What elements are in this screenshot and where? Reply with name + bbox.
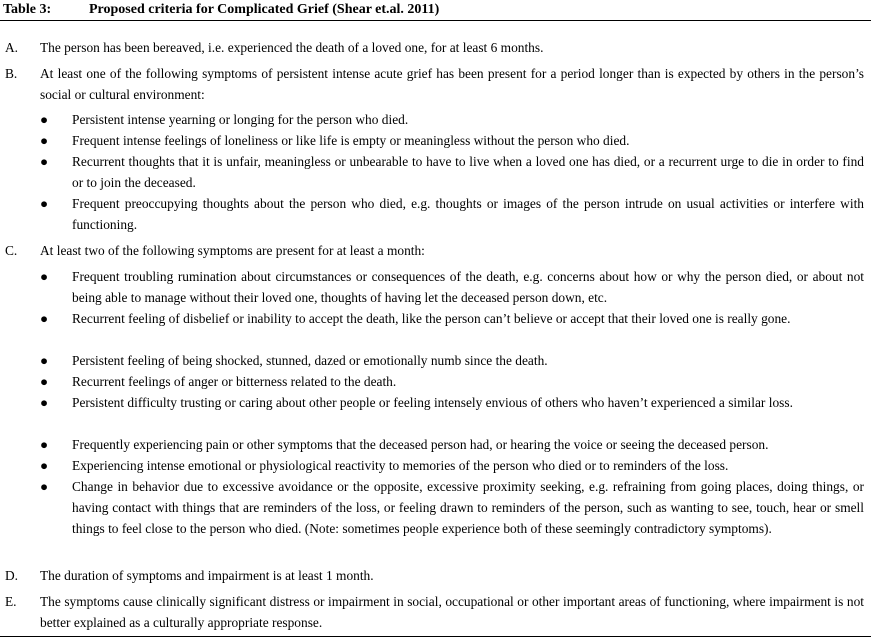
criterion-text: At least two of the following symptoms are present for at least a month:: [40, 243, 425, 258]
bullet-icon: ●: [40, 196, 49, 211]
criterion-text: The symptoms cause clinically significant distress or impairment in social, occupational or other important areas of functioning, where impairment is not better explained as a culturally appropriate response.: [40, 594, 864, 630]
list-item: [0, 371, 871, 392]
list-item-text: Frequent intense feelings of loneliness or like life is empty or meaningless without the person who died.: [72, 133, 630, 148]
list-item-text: Persistent difficulty trusting or caring about other people or feeling intensely envious of others who haven’t experienced a similar loss.: [72, 395, 793, 410]
list-item: [0, 266, 871, 308]
list-item-text: Persistent intense yearning or longing for the person who died.: [72, 112, 409, 127]
bullet-icon: ●: [40, 353, 49, 368]
criterion-b: [0, 63, 871, 105]
top-rule: [0, 20, 871, 21]
list-item: [0, 308, 871, 350]
list-item: [0, 193, 871, 235]
list-item: [0, 151, 871, 193]
criterion-letter: A.: [5, 40, 19, 55]
criterion-letter: D.: [5, 568, 19, 583]
criterion-b-bullets: [0, 109, 871, 235]
criterion-text: The person has been bereaved, i.e. experienced the death of a loved one, for at least 6 months.: [40, 40, 544, 55]
table-label: Table 3:: [3, 2, 52, 17]
bottom-rule: [0, 636, 871, 637]
list-item-text: Recurrent feelings of anger or bitterness related to the death.: [72, 374, 397, 389]
bullet-icon: ●: [40, 154, 49, 169]
bullet-icon: ●: [40, 395, 49, 410]
list-item: [0, 350, 871, 371]
list-item: [0, 109, 871, 130]
bullet-icon: ●: [40, 269, 49, 284]
table-title: [3, 0, 439, 20]
criterion-text: At least one of the following symptoms of persistent intense acute grief has been present for a period longer than is expected by others in the person’s social or cultural environment:: [40, 66, 864, 102]
list-item-text: Change in behavior due to excessive avoidance or the opposite, excessive proximity seeking, e.g. refraining from going places, doing things, or having contact with things that are reminders of the loss, or feeling drawn to reminders of the person, such as wanting to see, touch, hear or smell things to feel close to the person who died. (Note: sometimes people experience both of these seemingly contradictory symptoms).: [72, 479, 864, 536]
list-item-text: Recurrent thoughts that it is unfair, meaningless or unbearable to have to live when a loved one has died, or a recurrent urge to die in order to find or to join the deceased.: [72, 154, 864, 190]
table-caption: Proposed criteria for Complicated Grief (Shear et.al. 2011): [89, 2, 440, 17]
list-item: [0, 392, 871, 434]
criterion-text: The duration of symptoms and impairment is at least 1 month.: [40, 568, 374, 583]
list-item: [0, 130, 871, 151]
list-item: [0, 434, 871, 455]
bullet-icon: ●: [40, 479, 49, 494]
list-item: [0, 455, 871, 476]
criterion-c: [0, 240, 871, 261]
criterion-d: [0, 565, 871, 586]
criterion-c-bullets: [0, 266, 871, 560]
bullet-list: [0, 266, 871, 560]
list-item-text: Recurrent feeling of disbelief or inability to accept the death, like the person can’t believe or accept that their loved one is really gone.: [72, 311, 791, 326]
bullet-icon: ●: [40, 311, 49, 326]
criterion-letter: E.: [5, 594, 17, 609]
list-item-text: Frequent troubling rumination about circumstances or consequences of the death, e.g. concerns about how or why the person died, or about not being able to manage without their loved one, thoughts of having let the deceased person down, etc.: [72, 269, 864, 305]
criterion-letter: C.: [5, 243, 18, 258]
list-item-text: Persistent feeling of being shocked, stunned, dazed or emotionally numb since the death.: [72, 353, 548, 368]
bullet-icon: ●: [40, 374, 49, 389]
list-item: [0, 476, 871, 560]
bullet-icon: ●: [40, 133, 49, 148]
criterion-letter: B.: [5, 66, 18, 81]
bullet-icon: ●: [40, 112, 49, 127]
bullet-icon: ●: [40, 458, 49, 473]
list-item-text: Experiencing intense emotional or physiological reactivity to memories of the person who died or to reminders of the loss.: [72, 458, 729, 473]
bullet-icon: ●: [40, 437, 49, 452]
bullet-list: [0, 109, 871, 235]
list-item-text: Frequently experiencing pain or other symptoms that the deceased person had, or hearing the voice or seeing the deceased person.: [72, 437, 769, 452]
criterion-a: [0, 37, 871, 58]
list-item-text: Frequent preoccupying thoughts about the person who died, e.g. thoughts or images of the person intrude on usual activities or interfere with functioning.: [72, 196, 864, 232]
criterion-e: [0, 591, 871, 633]
